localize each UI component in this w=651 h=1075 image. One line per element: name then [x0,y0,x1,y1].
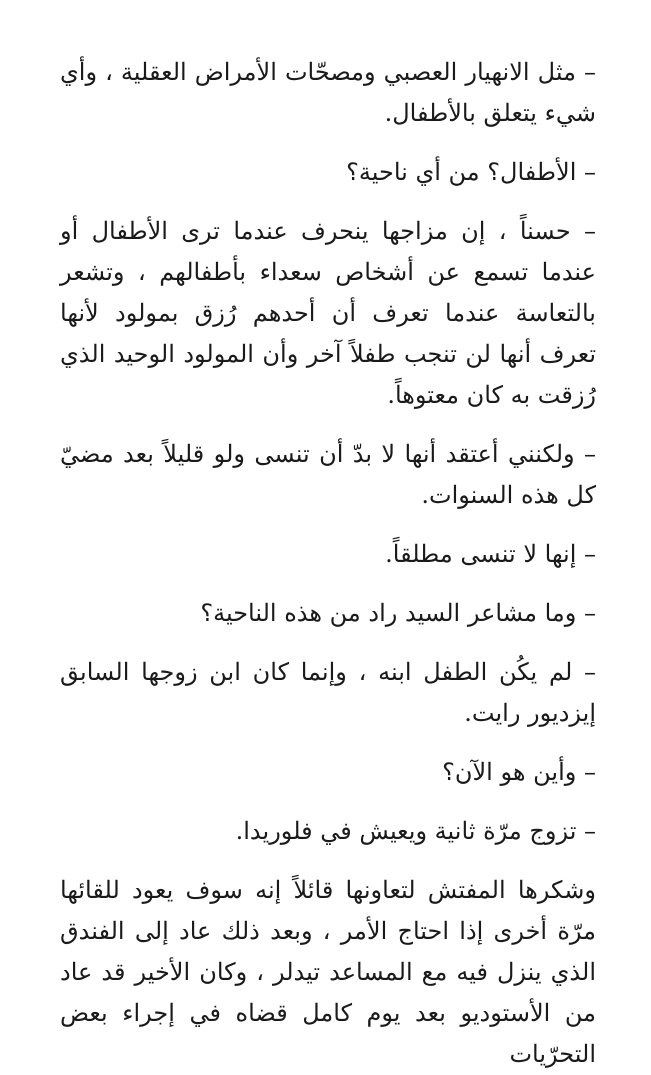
dialogue-line-7: – لم يكُن الطفل ابنه ، وإنما كان ابن زوجها السابق إيزديور رايت. [60,658,597,727]
dialogue-line-9: – تزوج مرّة ثانية ويعيش في فلوريدا. [235,817,596,845]
dialogue-line-5: – إنها لا تنسى مطلقاً. [385,540,596,568]
dialogue-line-4: – ولكنني أعتقد أنها لا بدّ أن تنسى ولو قليلاً بعد مضيّ كل هذه السنوات. [60,440,596,509]
dialogue-line-3: – حسناً ، إن مزاجها ينحرف عندما ترى الأطفال أو عندما تسمع عن أشخاص سعداء بأطفالهم ، وتشعر بالتعاسة عندما تعرف أن أحدهم رُزق بمولود لأنها تعرف أنها لن تنجب طفلاً آخر وأن المولود الوحيد الذي رُزقت به كان معتوهاً. [60,217,596,409]
narrative-paragraph: وشكرها المفتش لتعاونها قائلاً إنه سوف يعود للقائها مرّة أخرى إذا احتاج الأمر ، وبعد ذلك عاد إلى الفندق الذي ينزل فيه مع المساعد تيدلر ، وكان الأخير قد عاد من الأستوديو بعد يوم كامل قضاه في إجراء بعض التحرّيات [60,876,596,1068]
dialogue-line-6: – وما مشاعر السيد راد من هذه الناحية؟ [200,599,596,627]
dialogue-line-1: – مثل الانهيار العصبي ومصحّات الأمراض العقلية ، وأي شيء يتعلق بالأطفال. [60,58,596,127]
dialogue-line-8: – وأين هو الآن؟ [442,758,596,786]
dialogue-line-2: – الأطفال؟ من أي ناحية؟ [346,158,596,186]
book-page [60,52,596,1075]
